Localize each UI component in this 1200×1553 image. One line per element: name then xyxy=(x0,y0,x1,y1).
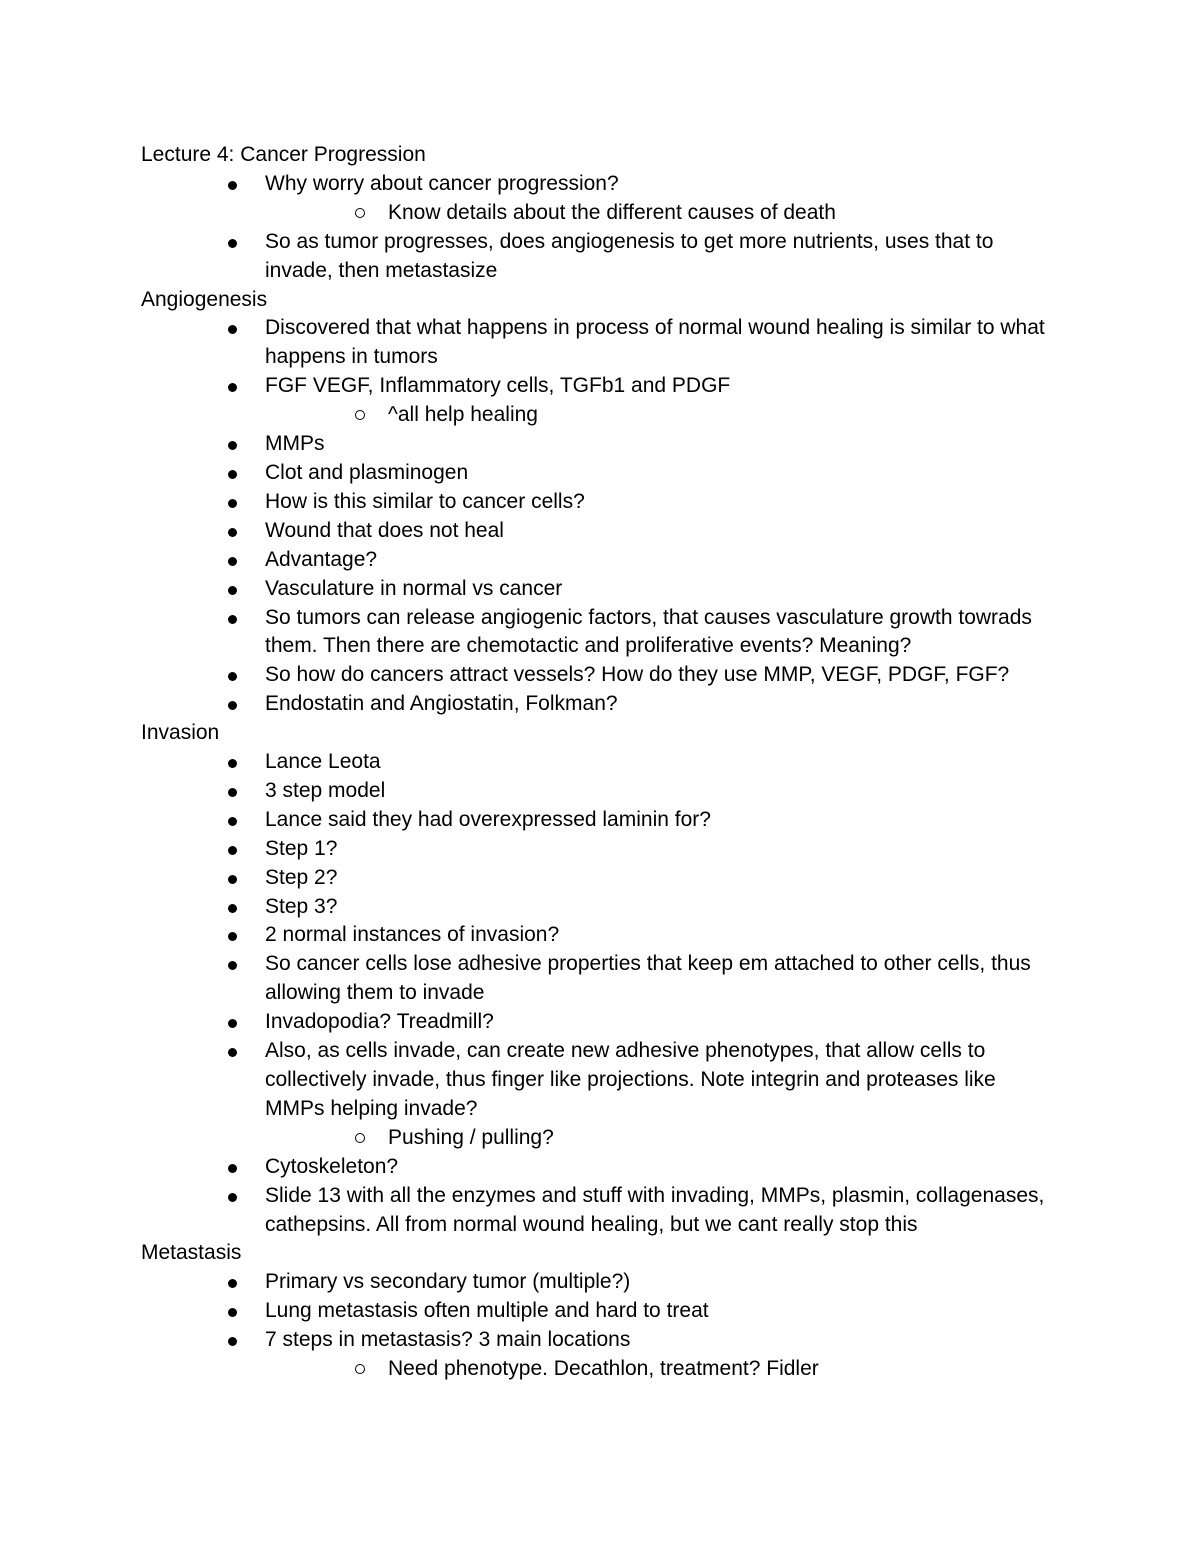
bullet-item xyxy=(141,314,1061,372)
filled-circle-bullet-icon xyxy=(228,961,237,970)
bullet-text: 7 steps in metastasis? 3 main locations xyxy=(265,1328,631,1352)
section xyxy=(141,1239,1061,1384)
bullet-item xyxy=(141,517,1061,546)
bullet-item xyxy=(141,459,1061,488)
bullet-item xyxy=(141,950,1061,1008)
document-body xyxy=(141,141,1061,1384)
bullet-text: Need phenotype. Decathlon, treatment? Fidler xyxy=(388,1357,819,1381)
filled-circle-bullet-icon xyxy=(228,615,237,624)
bullet-text: Invadopodia? Treadmill? xyxy=(265,1010,494,1034)
filled-circle-bullet-icon xyxy=(228,528,237,537)
filled-circle-bullet-icon xyxy=(228,325,237,334)
filled-circle-bullet-icon xyxy=(228,557,237,566)
bullet-item xyxy=(141,690,1061,719)
bullet-item xyxy=(141,1153,1061,1182)
bullet-item xyxy=(141,372,1061,401)
bullet-item xyxy=(141,748,1061,777)
section xyxy=(141,141,1061,286)
filled-circle-bullet-icon xyxy=(228,846,237,855)
filled-circle-bullet-icon xyxy=(228,586,237,595)
filled-circle-bullet-icon xyxy=(228,932,237,941)
bullet-text: Also, as cells invade, can create new adhesive phenotypes, that allow cells to collectively invade, thus finger like projections. Note integrin and proteases like MMPs helping invade? xyxy=(265,1039,996,1120)
sub-bullet-item xyxy=(141,1124,1061,1153)
filled-circle-bullet-icon xyxy=(228,1048,237,1057)
sub-bullet-item xyxy=(141,1355,1061,1384)
bullet-item xyxy=(141,1182,1061,1240)
filled-circle-bullet-icon xyxy=(228,499,237,508)
section xyxy=(141,719,1061,1239)
bullet-text: Step 1? xyxy=(265,836,338,860)
bullet-text: So as tumor progresses, does angiogenesis to get more nutrients, uses that to invade, then metastasize xyxy=(265,229,994,282)
bullet-item xyxy=(141,864,1061,893)
bullet-item xyxy=(141,835,1061,864)
filled-circle-bullet-icon xyxy=(228,759,237,768)
bullet-item xyxy=(141,170,1061,199)
hollow-circle-bullet-icon xyxy=(355,410,365,420)
bullet-item xyxy=(141,806,1061,835)
bullet-text: Discovered that what happens in process of normal wound healing is similar to what happens in tumors xyxy=(265,316,1045,369)
bullet-text: Pushing / pulling? xyxy=(388,1125,554,1149)
bullet-text: So tumors can release angiogenic factors, that causes vasculature growth towrads them. Then there are chemotactic and proliferative events? Meaning? xyxy=(265,605,1032,658)
bullet-item xyxy=(141,893,1061,922)
bullet-text: So how do cancers attract vessels? How do they use MMP, VEGF, PDGF, FGF? xyxy=(265,663,1010,687)
bullet-text: Clot and plasminogen xyxy=(265,460,469,484)
bullet-item xyxy=(141,1297,1061,1326)
filled-circle-bullet-icon xyxy=(228,239,237,248)
bullet-text: Vasculature in normal vs cancer xyxy=(265,576,563,600)
bullet-item xyxy=(141,1037,1061,1124)
filled-circle-bullet-icon xyxy=(228,1308,237,1317)
section-heading: Lecture 4: Cancer Progression xyxy=(141,143,426,166)
filled-circle-bullet-icon xyxy=(228,441,237,450)
filled-circle-bullet-icon xyxy=(228,875,237,884)
bullet-item xyxy=(141,228,1061,286)
bullet-text: Why worry about cancer progression? xyxy=(265,171,619,195)
bullet-text: Lung metastasis often multiple and hard to treat xyxy=(265,1299,709,1323)
bullet-text: Advantage? xyxy=(265,547,378,571)
bullet-text: Lance Leota xyxy=(265,750,381,774)
hollow-circle-bullet-icon xyxy=(355,1133,365,1143)
bullet-item xyxy=(141,546,1061,575)
bullet-text: Know details about the different causes of death xyxy=(388,200,836,224)
sub-bullet-item xyxy=(141,401,1061,430)
filled-circle-bullet-icon xyxy=(228,1193,237,1202)
section-heading: Metastasis xyxy=(141,1241,242,1265)
hollow-circle-bullet-icon xyxy=(355,208,365,218)
bullet-text: 2 normal instances of invasion? xyxy=(265,923,560,947)
section-heading: Invasion xyxy=(141,721,220,745)
filled-circle-bullet-icon xyxy=(228,701,237,710)
hollow-circle-bullet-icon xyxy=(355,1364,365,1374)
bullet-text: Step 3? xyxy=(265,894,338,918)
bullet-text: How is this similar to cancer cells? xyxy=(265,489,585,513)
sub-bullet-item xyxy=(141,199,1061,228)
bullet-item xyxy=(141,430,1061,459)
filled-circle-bullet-icon xyxy=(228,1164,237,1173)
bullet-item xyxy=(141,921,1061,950)
filled-circle-bullet-icon xyxy=(228,672,237,681)
filled-circle-bullet-icon xyxy=(228,1337,237,1346)
bullet-item xyxy=(141,1326,1061,1355)
bullet-text: Cytoskeleton? xyxy=(265,1154,399,1178)
bullet-text: Primary vs secondary tumor (multiple?) xyxy=(265,1270,631,1294)
bullet-item xyxy=(141,1268,1061,1297)
section-heading: Angiogenesis xyxy=(141,287,268,311)
filled-circle-bullet-icon xyxy=(228,1019,237,1028)
filled-circle-bullet-icon xyxy=(228,1279,237,1288)
filled-circle-bullet-icon xyxy=(228,788,237,797)
bullet-text: MMPs xyxy=(265,432,325,456)
bullet-item xyxy=(141,1008,1061,1037)
bullet-item xyxy=(141,604,1061,662)
bullet-item xyxy=(141,661,1061,690)
filled-circle-bullet-icon xyxy=(228,383,237,392)
bullet-text: Step 2? xyxy=(265,865,338,889)
bullet-text: Wound that does not heal xyxy=(265,518,504,542)
section xyxy=(141,286,1061,720)
filled-circle-bullet-icon xyxy=(228,181,237,190)
filled-circle-bullet-icon xyxy=(228,904,237,913)
filled-circle-bullet-icon xyxy=(228,817,237,826)
bullet-text: FGF VEGF, Inflammatory cells, TGFb1 and PDGF xyxy=(265,374,731,398)
bullet-text: So cancer cells lose adhesive properties that keep em attached to other cells, thus allowing them to invade xyxy=(265,952,1031,1005)
bullet-item xyxy=(141,777,1061,806)
bullet-text: Slide 13 with all the enzymes and stuff with invading, MMPs, plasmin, collagenases, cathepsins. All from normal wound healing, but we cant really stop this xyxy=(265,1183,1045,1236)
bullet-item xyxy=(141,575,1061,604)
bullet-text: Endostatin and Angiostatin, Folkman? xyxy=(265,692,618,716)
filled-circle-bullet-icon xyxy=(228,470,237,479)
bullet-text: 3 step model xyxy=(265,778,386,802)
bullet-text: ^all help healing xyxy=(388,403,538,427)
bullet-item xyxy=(141,488,1061,517)
bullet-text: Lance said they had overexpressed laminin for? xyxy=(265,807,711,831)
